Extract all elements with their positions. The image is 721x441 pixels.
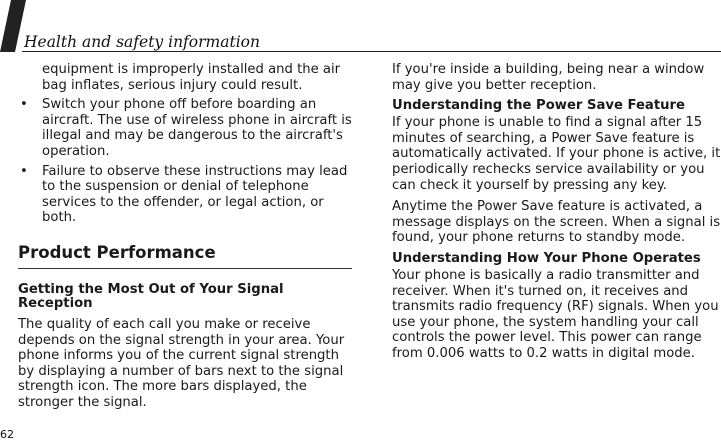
list-item (18, 97, 352, 159)
continued-bullet-text: equipment is improperly installed and the air bag inflates, serious injury could result. (42, 62, 341, 93)
subheading-signal-reception: Getting the Most Out of Your Signal Reception (18, 281, 284, 311)
list-item (18, 164, 352, 226)
window-reception-paragraph: If you're inside a building, being near a window may give you better reception. (392, 62, 705, 93)
page-header (0, 0, 721, 60)
bullet-text: Switch your phone off before boarding an aircraft. The use of wireless phone in aircraft is illegal and may be dangerous to the aircraft's operation. (42, 97, 352, 159)
section-heading: Product Performance (18, 243, 352, 269)
bullet-text: Failure to observe these instructions may lead to the suspension or denial of telephone services to the offender, or legal action, or both. (42, 163, 348, 226)
header-rule (22, 51, 721, 52)
left-column (18, 62, 352, 417)
header-slash-decoration (0, 0, 26, 52)
subheading-phone-operates: Understanding How Your Phone Operates (392, 250, 701, 266)
phone-operates-paragraph: Your phone is basically a radio transmitter and receiver. When it's turned on, it receives and transmits radio frequency (RF) signals. When you use your phone, the system handling your call controls the power level. This power can range from 0.006 watts to 0.2 watts in digital mode. (392, 267, 719, 361)
subheading-power-save: Understanding the Power Save Feature (392, 98, 685, 114)
bullet-glyph: • (20, 163, 28, 179)
signal-reception-paragraph: The quality of each call you make or receive depends on the signal strength in your area. Your phone informs you of the current signal strength by displaying a number of bars next to the signal strength icon. The more bars displayed, the stronger the signal. (18, 316, 345, 410)
right-column (392, 62, 721, 368)
bullet-list (18, 97, 352, 226)
page-number: 62 (0, 428, 14, 441)
power-save-message-paragraph: Anytime the Power Save feature is activated, a message displays on the screen. When a signal is found, your phone returns to standby mode. (392, 199, 721, 246)
header-title: Health and safety information (24, 33, 260, 51)
power-save-paragraph: If your phone is unable to find a signal after 15 minutes of searching, a Power Save feature is automatically activated. If your phone is active, it periodically rechecks service availability or you can check it yourself by pressing any key. (392, 115, 721, 193)
bullet-glyph: • (20, 97, 28, 113)
